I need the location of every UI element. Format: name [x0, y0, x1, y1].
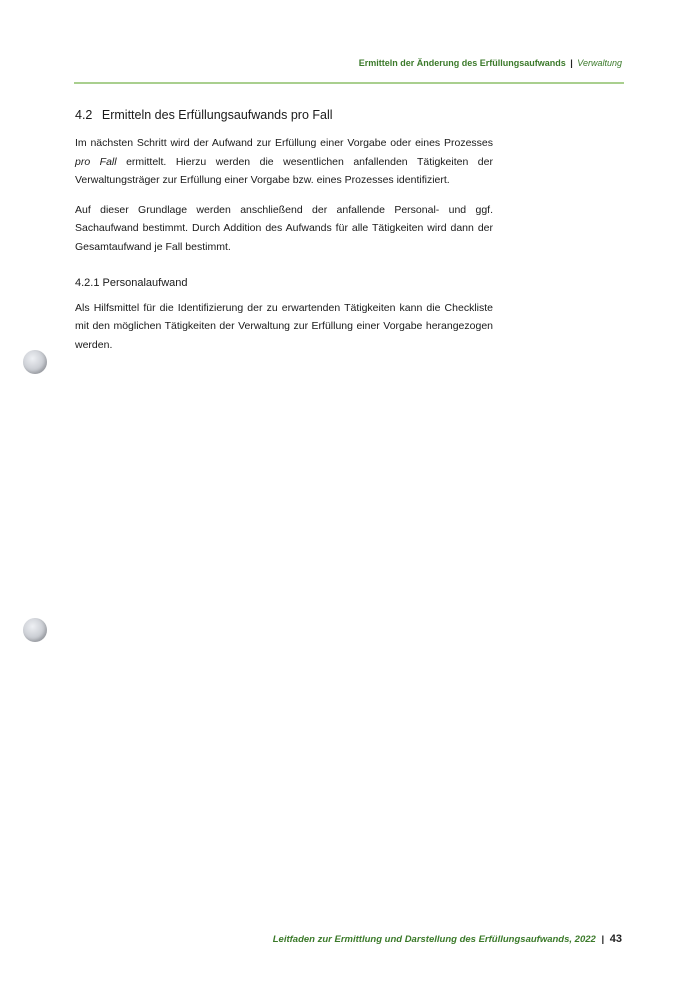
section-number: 4.2 [75, 108, 93, 122]
header-title: Ermitteln der Änderung des Erfüllungsaufwands [358, 58, 566, 68]
header-separator: | [570, 58, 573, 68]
section-title: Ermitteln des Erfüllungsaufwands pro Fall [101, 108, 333, 122]
paragraph-3: Als Hilfsmittel für die Identifizierung der zu erwartenden Tätigkeiten kann die Checkliste mit den möglichen Tätigkeiten der Verwaltung zur Erfüllung einer Vorgabe herangezogen werden. [75, 301, 493, 351]
paragraph-2: Auf dieser Grundlage werden anschließend der anfallende Personal- und ggf. Sachaufwand bestimmt. Durch Addition des Aufwands für alle Tätigkeiten wird dann der Gesamtaufwand je Fall bestimmt. [75, 203, 493, 253]
punch-hole-icon [23, 350, 47, 374]
footer-separator: | [601, 934, 605, 945]
section-heading [75, 108, 493, 122]
paragraph-1 [75, 134, 493, 190]
punch-hole-icon [23, 618, 47, 642]
main-content [75, 108, 493, 365]
footer-title: Leitfaden zur Ermittlung und Darstellung des Erfüllungsaufwands, 2022 [272, 934, 596, 945]
running-footer [273, 933, 622, 945]
paragraph-1-text: Im nächsten Schritt wird der Aufwand zur Erfüllung einer Vorgabe oder eines Prozesses [75, 137, 493, 149]
header-divider [74, 82, 624, 84]
paragraph-1-emphasis: pro Fall [75, 155, 117, 168]
paragraph-1-text-end: ermittelt. Hierzu werden die wesentlichen anfallenden Tätigkeiten der Verwaltungsträger zur Erfüllung einer Vorgabe bzw. eines Prozesses identifiziert. [75, 155, 493, 187]
page-number: 43 [609, 933, 622, 945]
running-header [359, 58, 622, 68]
header-section: Verwaltung [577, 58, 622, 68]
subsection-heading: 4.2.1 Personalaufwand [75, 276, 188, 289]
